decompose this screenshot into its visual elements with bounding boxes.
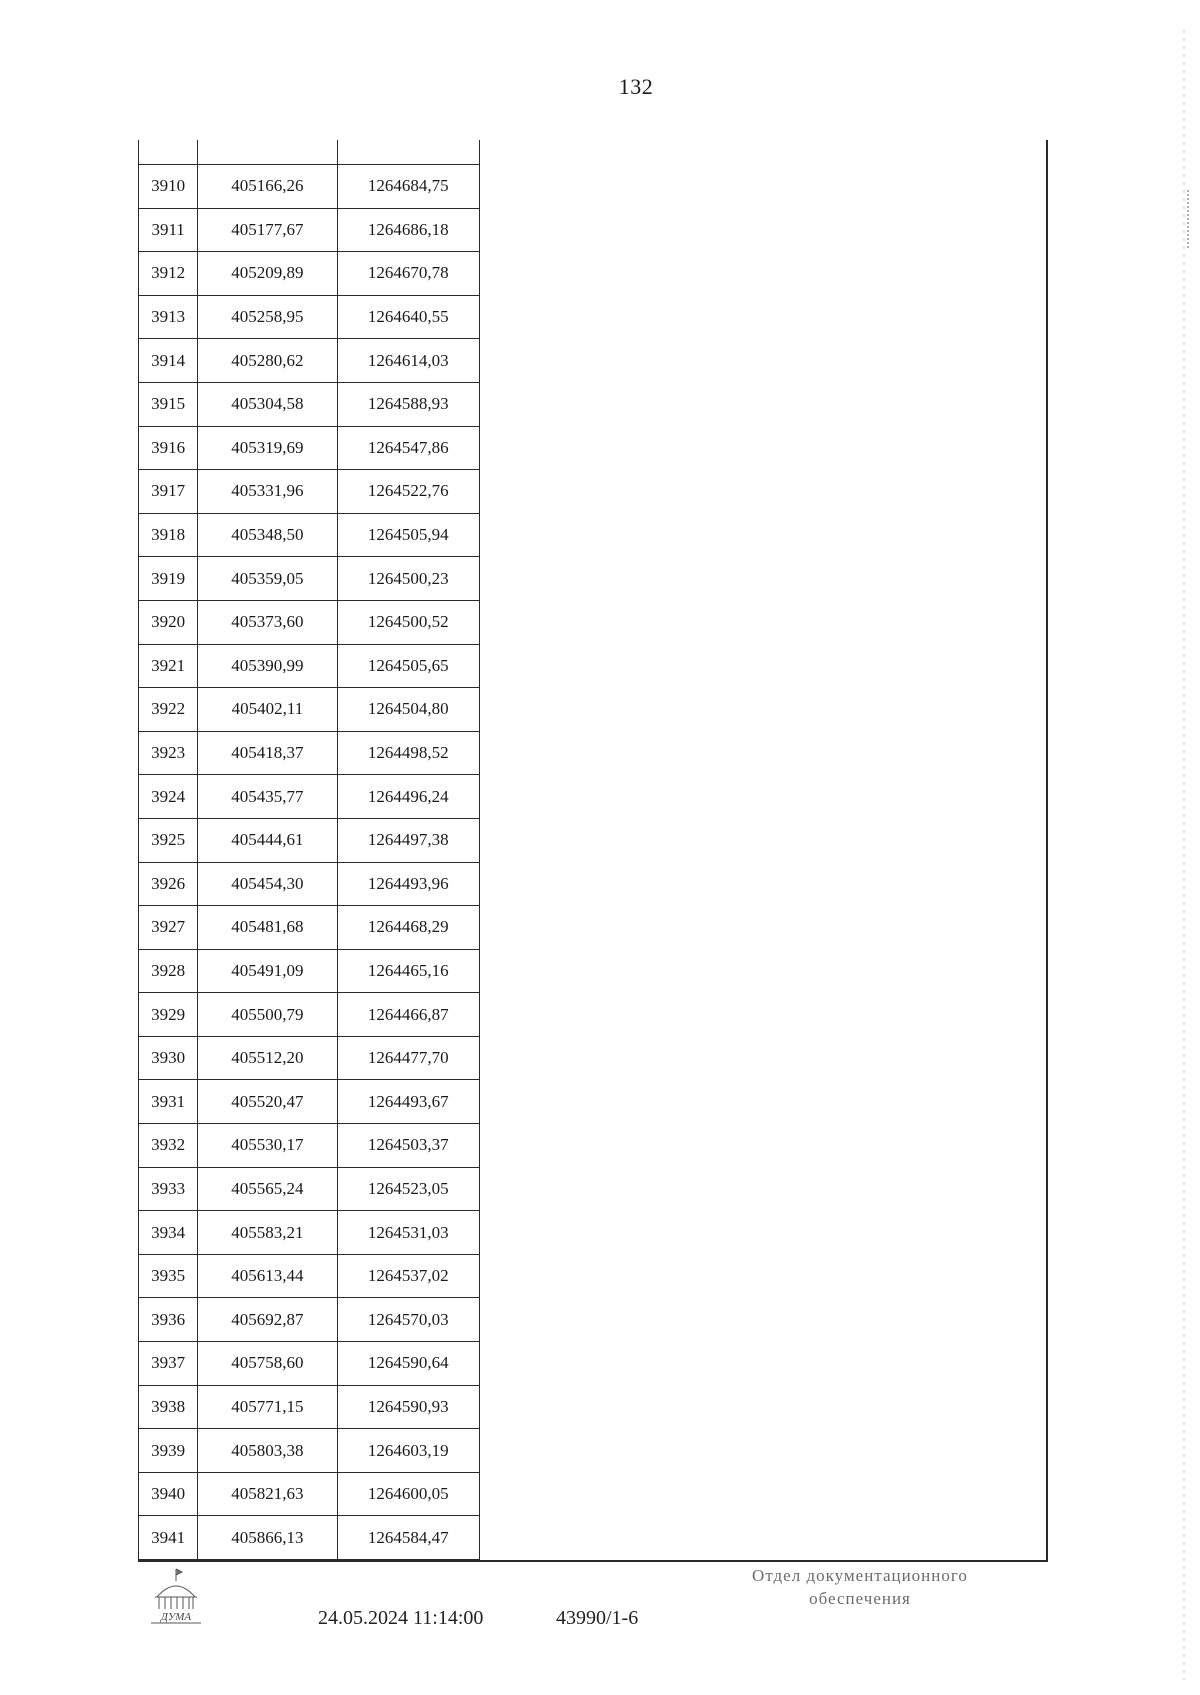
point-number-cell: 3918: [139, 513, 198, 557]
x-coordinate-cell: 405530,17: [198, 1124, 337, 1168]
y-coordinate-cell: 1264531,03: [337, 1211, 479, 1255]
coordinates-table-body: [139, 140, 480, 1560]
y-coordinate-cell: 1264600,05: [337, 1472, 479, 1516]
x-coordinate-cell: 405418,37: [198, 731, 337, 775]
x-coordinate-cell: 405280,62: [198, 339, 337, 383]
x-coordinate-cell: 405390,99: [198, 644, 337, 688]
x-coordinate-cell: 405454,30: [198, 862, 337, 906]
x-coordinate-cell: 405692,87: [198, 1298, 337, 1342]
x-coordinate-cell: 405402,11: [198, 688, 337, 732]
table-row: [139, 731, 480, 775]
x-coordinate-cell: 405491,09: [198, 949, 337, 993]
point-number-cell: 3935: [139, 1254, 198, 1298]
point-number-cell: 3928: [139, 949, 198, 993]
table-row: [139, 906, 480, 950]
x-coordinate-cell: 405166,26: [198, 165, 337, 209]
y-coordinate-cell: 1264497,38: [337, 818, 479, 862]
x-coordinate-cell: 405866,13: [198, 1516, 337, 1560]
x-coordinate-cell: 405348,50: [198, 513, 337, 557]
table-row: [139, 688, 480, 732]
registration-number: 43990/1-6: [556, 1607, 639, 1629]
y-coordinate-cell: 1264498,52: [337, 731, 479, 775]
table-row: [139, 1254, 480, 1298]
table-row: [139, 775, 480, 819]
table-row: [139, 818, 480, 862]
x-coordinate-cell: 405520,47: [198, 1080, 337, 1124]
y-coordinate-cell: 1264590,93: [337, 1385, 479, 1429]
x-coordinate-cell: 405758,60: [198, 1342, 337, 1386]
table-row: [139, 949, 480, 993]
point-number-cell: 3939: [139, 1429, 198, 1473]
point-number-cell: 3938: [139, 1385, 198, 1429]
point-number-cell: 3910: [139, 165, 198, 209]
y-coordinate-cell: 1264505,94: [337, 513, 479, 557]
table-row: [139, 208, 480, 252]
point-number-cell: 3911: [139, 208, 198, 252]
x-coordinate-cell: 405304,58: [198, 382, 337, 426]
y-coordinate-cell: 1264614,03: [337, 339, 479, 383]
header-cell-x: [198, 140, 337, 165]
table-row: [139, 339, 480, 383]
y-coordinate-cell: 1264466,87: [337, 993, 479, 1037]
point-number-cell: 3930: [139, 1036, 198, 1080]
y-coordinate-cell: 1264537,02: [337, 1254, 479, 1298]
table-row: [139, 1211, 480, 1255]
table-header-row: [139, 140, 480, 165]
table-row: [139, 1124, 480, 1168]
point-number-cell: 3936: [139, 1298, 198, 1342]
table-row: [139, 295, 480, 339]
y-coordinate-cell: 1264547,86: [337, 426, 479, 470]
y-coordinate-cell: 1264640,55: [337, 295, 479, 339]
y-coordinate-cell: 1264465,16: [337, 949, 479, 993]
x-coordinate-cell: 405177,67: [198, 208, 337, 252]
x-coordinate-cell: 405319,69: [198, 426, 337, 470]
x-coordinate-cell: 405359,05: [198, 557, 337, 601]
y-coordinate-cell: 1264500,52: [337, 600, 479, 644]
x-coordinate-cell: 405373,60: [198, 600, 337, 644]
y-coordinate-cell: 1264588,93: [337, 382, 479, 426]
stamp-line-1: Отдел документационного: [752, 1566, 968, 1585]
point-number-cell: 3912: [139, 252, 198, 296]
y-coordinate-cell: 1264590,64: [337, 1342, 479, 1386]
point-number-cell: 3925: [139, 818, 198, 862]
y-coordinate-cell: 1264670,78: [337, 252, 479, 296]
point-number-cell: 3940: [139, 1472, 198, 1516]
y-coordinate-cell: 1264570,03: [337, 1298, 479, 1342]
y-coordinate-cell: 1264477,70: [337, 1036, 479, 1080]
point-number-cell: 3937: [139, 1342, 198, 1386]
x-coordinate-cell: 405613,44: [198, 1254, 337, 1298]
y-coordinate-cell: 1264584,47: [337, 1516, 479, 1560]
y-coordinate-cell: 1264493,96: [337, 862, 479, 906]
point-number-cell: 3915: [139, 382, 198, 426]
table-row: [139, 1429, 480, 1473]
table-row: [139, 1167, 480, 1211]
header-cell-y: [337, 140, 479, 165]
x-coordinate-cell: 405435,77: [198, 775, 337, 819]
point-number-cell: 3922: [139, 688, 198, 732]
y-coordinate-cell: 1264603,19: [337, 1429, 479, 1473]
y-coordinate-cell: 1264505,65: [337, 644, 479, 688]
table-row: [139, 382, 480, 426]
y-coordinate-cell: 1264522,76: [337, 470, 479, 514]
table-row: [139, 165, 480, 209]
point-number-cell: 3923: [139, 731, 198, 775]
table-row: [139, 1298, 480, 1342]
scan-edge-marks: [1176, 30, 1194, 1680]
header-cell-number: [139, 140, 198, 165]
point-number-cell: 3932: [139, 1124, 198, 1168]
table-row: [139, 1342, 480, 1386]
table-row: [139, 993, 480, 1037]
y-coordinate-cell: 1264523,05: [337, 1167, 479, 1211]
x-coordinate-cell: 405331,96: [198, 470, 337, 514]
y-coordinate-cell: 1264684,75: [337, 165, 479, 209]
seal-text: ДУМА: [160, 1611, 192, 1623]
y-coordinate-cell: 1264496,24: [337, 775, 479, 819]
x-coordinate-cell: 405481,68: [198, 906, 337, 950]
x-coordinate-cell: 405565,24: [198, 1167, 337, 1211]
point-number-cell: 3913: [139, 295, 198, 339]
table-row: [139, 862, 480, 906]
point-number-cell: 3931: [139, 1080, 198, 1124]
x-coordinate-cell: 405512,20: [198, 1036, 337, 1080]
table-row: [139, 1472, 480, 1516]
point-number-cell: 3941: [139, 1516, 198, 1560]
point-number-cell: 3934: [139, 1211, 198, 1255]
duma-seal-icon: [143, 1567, 209, 1625]
stamp-line-2: обеспечения: [809, 1589, 911, 1608]
y-coordinate-cell: 1264686,18: [337, 208, 479, 252]
x-coordinate-cell: 405583,21: [198, 1211, 337, 1255]
point-number-cell: 3924: [139, 775, 198, 819]
point-number-cell: 3929: [139, 993, 198, 1037]
table-row: [139, 1385, 480, 1429]
y-coordinate-cell: 1264500,23: [337, 557, 479, 601]
registration-timestamp: 24.05.2024 11:14:00: [318, 1607, 484, 1629]
table-row: [139, 470, 480, 514]
point-number-cell: 3920: [139, 600, 198, 644]
point-number-cell: 3914: [139, 339, 198, 383]
table-row: [139, 1516, 480, 1560]
x-coordinate-cell: 405821,63: [198, 1472, 337, 1516]
table-row: [139, 1036, 480, 1080]
x-coordinate-cell: 405444,61: [198, 818, 337, 862]
point-number-cell: 3921: [139, 644, 198, 688]
y-coordinate-cell: 1264493,67: [337, 1080, 479, 1124]
x-coordinate-cell: 405803,38: [198, 1429, 337, 1473]
y-coordinate-cell: 1264504,80: [337, 688, 479, 732]
coordinates-table: [138, 140, 480, 1560]
table-row: [139, 600, 480, 644]
x-coordinate-cell: 405209,89: [198, 252, 337, 296]
x-coordinate-cell: 405258,95: [198, 295, 337, 339]
table-row: [139, 426, 480, 470]
point-number-cell: 3927: [139, 906, 198, 950]
point-number-cell: 3926: [139, 862, 198, 906]
point-number-cell: 3919: [139, 557, 198, 601]
table-row: [139, 557, 480, 601]
table-row: [139, 252, 480, 296]
point-number-cell: 3916: [139, 426, 198, 470]
point-number-cell: 3917: [139, 470, 198, 514]
table-row: [139, 644, 480, 688]
department-stamp: [700, 1564, 1020, 1610]
x-coordinate-cell: 405771,15: [198, 1385, 337, 1429]
table-row: [139, 513, 480, 557]
table-row: [139, 1080, 480, 1124]
point-number-cell: 3933: [139, 1167, 198, 1211]
y-coordinate-cell: 1264503,37: [337, 1124, 479, 1168]
page-number: 132: [618, 74, 654, 99]
y-coordinate-cell: 1264468,29: [337, 906, 479, 950]
x-coordinate-cell: 405500,79: [198, 993, 337, 1037]
